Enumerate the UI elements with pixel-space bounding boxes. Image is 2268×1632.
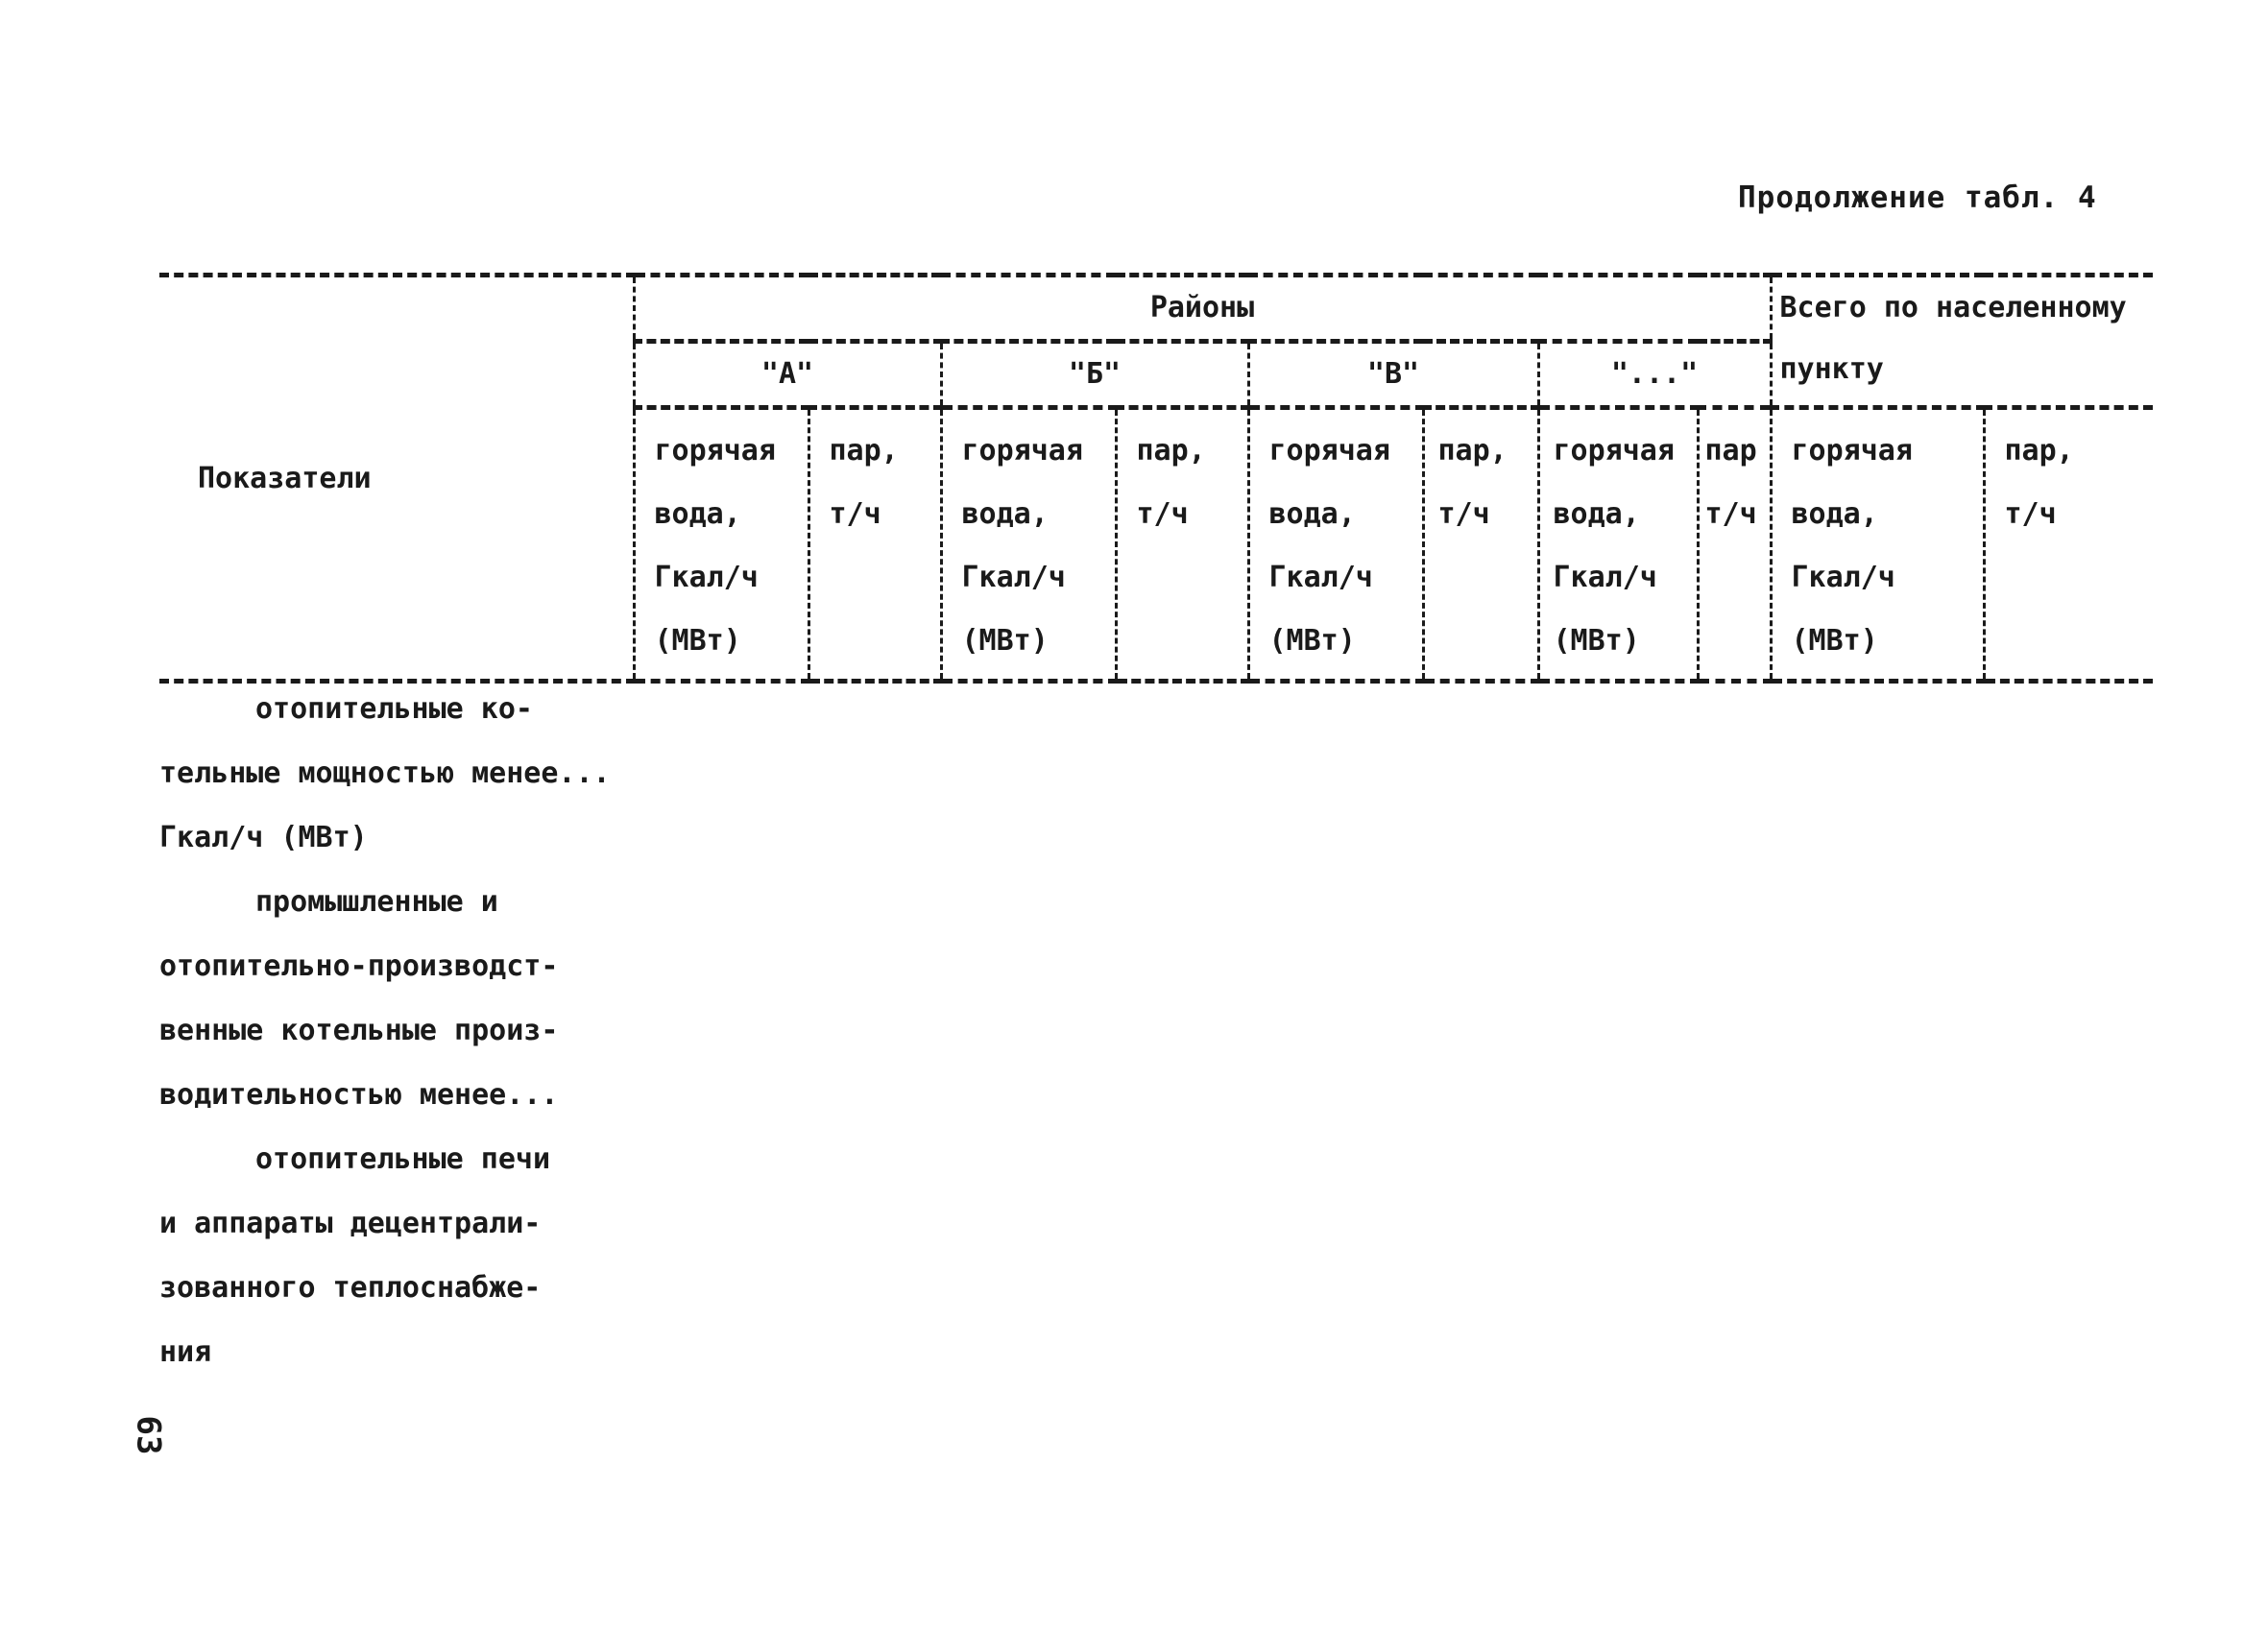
total-header-line-2: пункту <box>1779 352 1884 386</box>
district-v-steam-header: пар, т/ч <box>1423 408 1538 682</box>
row-heating-boilers <box>159 677 611 870</box>
row-line: отопительные печи <box>255 1142 551 1176</box>
indicator-rows <box>159 677 611 1384</box>
total-header-line-1: Всего по населенному <box>1779 291 2127 324</box>
district-b-steam-header: пар, т/ч <box>1116 408 1248 682</box>
district-a-hot-water-header: горячая вода, Гкал/ч (МВт) <box>634 408 808 682</box>
row-line: венные котельные произ- <box>159 1014 559 1047</box>
district-b-hot-water-header: горячая вода, Гкал/ч (МВт) <box>941 408 1116 682</box>
row-line: зованного теплоснабже- <box>159 1271 542 1305</box>
table-continuation-note: Продолжение табл. 4 <box>1738 180 2097 215</box>
row-line: и аппараты децентрали- <box>159 1207 542 1240</box>
district-b-header: "Б" <box>941 342 1248 408</box>
row-line: отопительные ко- <box>255 692 533 726</box>
indicators-header: Показатели <box>159 276 634 682</box>
row-line: ния <box>159 1335 212 1369</box>
row-industrial-boilers <box>159 870 611 1127</box>
row-line: Гкал/ч (МВт) <box>159 821 368 854</box>
district-etc-header: "..." <box>1538 342 1771 408</box>
data-table <box>159 273 2153 684</box>
district-etc-steam-header: пар т/ч <box>1698 408 1771 682</box>
district-etc-hot-water-header: горячая вода, Гкал/ч (МВт) <box>1538 408 1698 682</box>
page-number: 63 <box>129 1415 168 1455</box>
district-a-header: "А" <box>634 342 941 408</box>
district-v-header: "В" <box>1248 342 1538 408</box>
row-line: водительностью менее... <box>159 1078 559 1112</box>
total-hot-water-header: горячая вода, Гкал/ч (МВт) <box>1771 408 1984 682</box>
row-line: отопительно-производст- <box>159 949 559 983</box>
total-header <box>1771 276 2153 408</box>
district-a-steam-header: пар, т/ч <box>808 408 941 682</box>
districts-header: Районы <box>634 276 1771 342</box>
header-row-1 <box>159 276 2153 342</box>
row-heating-stoves <box>159 1127 611 1384</box>
district-v-hot-water-header: горячая вода, Гкал/ч (МВт) <box>1248 408 1423 682</box>
row-line: тельные мощностью менее... <box>159 756 611 790</box>
total-steam-header: пар, т/ч <box>1984 408 2153 682</box>
row-line: промышленные и <box>255 885 498 919</box>
